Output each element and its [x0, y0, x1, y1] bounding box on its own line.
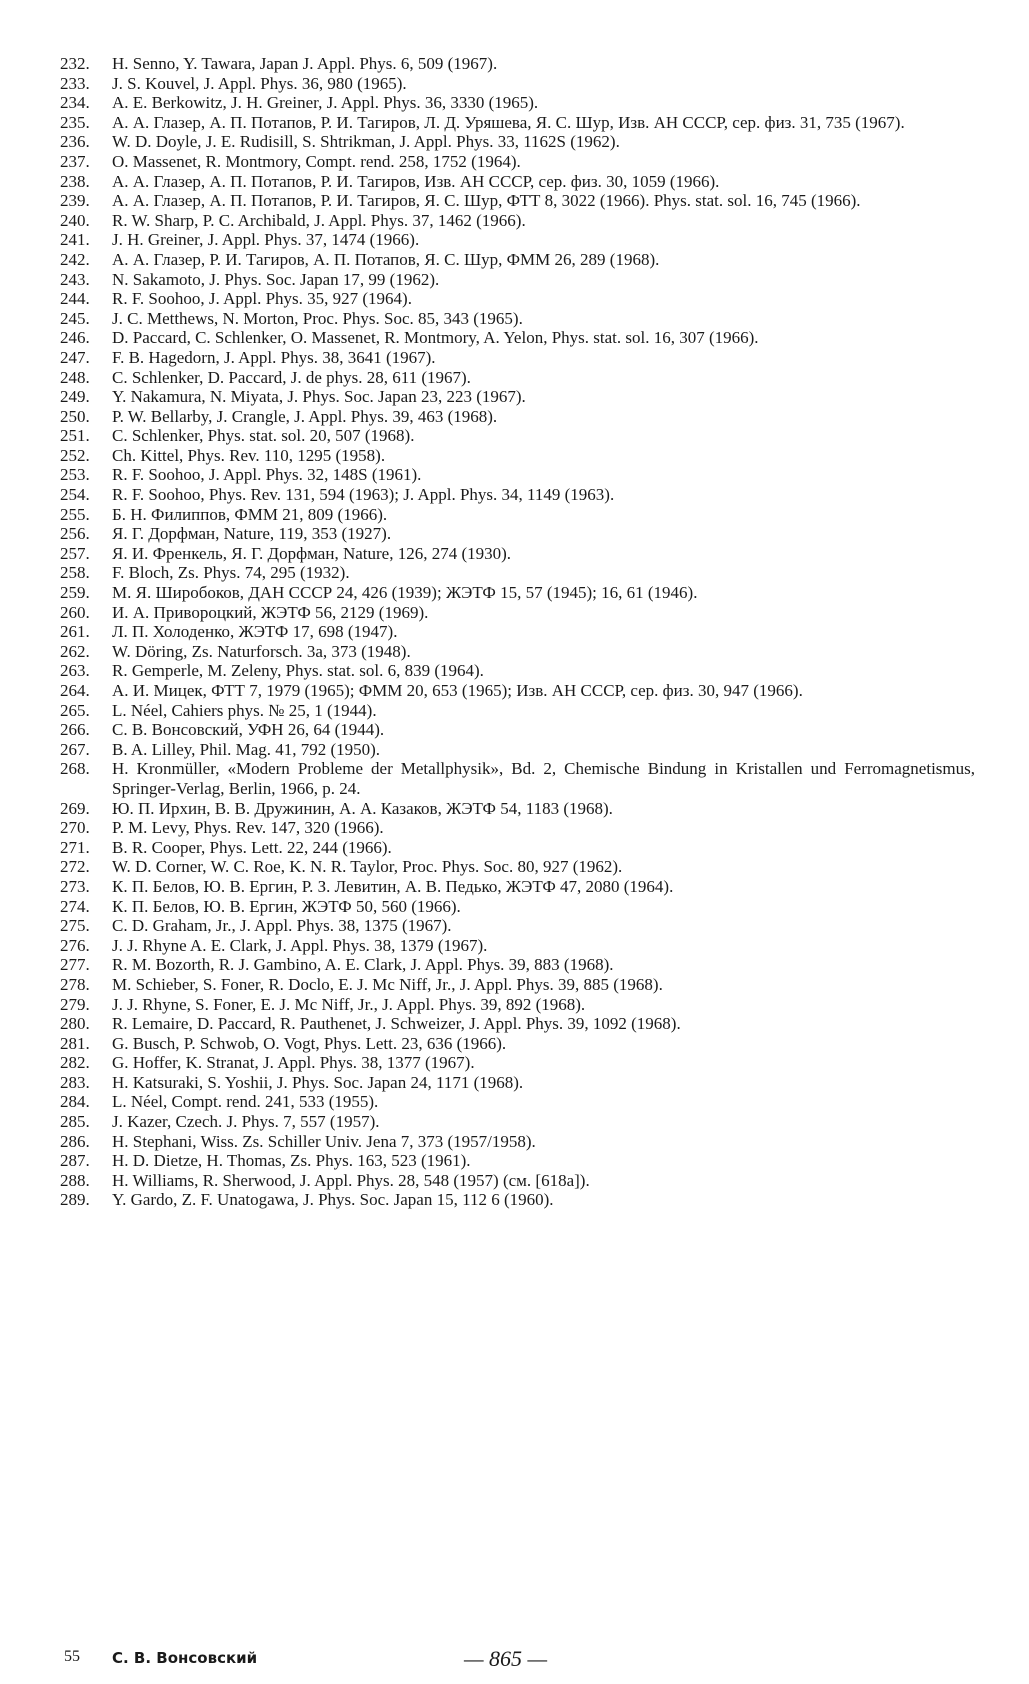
reference-list	[60, 54, 975, 1210]
reference-item	[60, 93, 975, 113]
reference-number: 239.	[60, 191, 90, 211]
reference-text: H. Stephani, Wiss. Zs. Schiller Univ. Jena 7, 373 (1957/1958).	[112, 1131, 536, 1151]
reference-item	[60, 916, 975, 936]
reference-text: H. Katsuraki, S. Yoshii, J. Phys. Soc. Japan 24, 1171 (1968).	[112, 1072, 524, 1092]
reference-text: J. Kazer, Czech. J. Phys. 7, 557 (1957).	[112, 1112, 380, 1132]
reference-item	[60, 642, 975, 662]
reference-item	[60, 368, 975, 388]
reference-item	[60, 818, 975, 838]
reference-number: 276.	[60, 935, 90, 955]
reference-number: 261.	[60, 622, 90, 642]
reference-number: 285.	[60, 1112, 90, 1132]
reference-text: Y. Nakamura, N. Miyata, J. Phys. Soc. Japan 23, 223 (1967).	[112, 387, 526, 407]
reference-item	[60, 799, 975, 819]
reference-item	[60, 544, 975, 564]
reference-number: 233.	[60, 73, 90, 93]
reference-item	[60, 250, 975, 270]
reference-number: 273.	[60, 876, 90, 896]
reference-number: 288.	[60, 1170, 90, 1190]
page-footer	[64, 1646, 979, 1670]
reference-text: P. W. Bellarby, J. Crangle, J. Appl. Phys. 39, 463 (1968).	[112, 406, 498, 426]
reference-text: J. C. Metthews, N. Morton, Proc. Phys. Soc. 85, 343 (1965).	[112, 308, 523, 328]
reference-item	[60, 563, 975, 583]
reference-item	[60, 661, 975, 681]
reference-text: Ch. Kittel, Phys. Rev. 110, 1295 (1958).	[112, 445, 386, 465]
reference-text: N. Sakamoto, J. Phys. Soc. Japan 17, 99 (1962).	[112, 269, 440, 289]
reference-item	[60, 877, 975, 897]
reference-item	[60, 583, 975, 603]
reference-number: 266.	[60, 720, 90, 740]
reference-text: К. П. Белов, Ю. В. Ергин, Р. З. Левитин, А. В. Педько, ЖЭТФ 47, 2080 (1964).	[112, 876, 674, 896]
reference-number: 289.	[60, 1190, 90, 1210]
reference-item	[60, 1034, 975, 1054]
reference-item	[60, 328, 975, 348]
reference-number: 247.	[60, 347, 90, 367]
reference-text: Я. Г. Дорфман, Nature, 119, 353 (1927).	[112, 524, 392, 544]
reference-number: 265.	[60, 700, 90, 720]
reference-item	[60, 1014, 975, 1034]
reference-text: R. Lemaire, D. Paccard, R. Pauthenet, J. Schweizer, J. Appl. Phys. 39, 1092 (1968).	[112, 1014, 681, 1034]
reference-item	[60, 975, 975, 995]
reference-item	[60, 74, 975, 94]
reference-number: 255.	[60, 504, 90, 524]
reference-item	[60, 54, 975, 74]
reference-text: A. E. Berkowitz, J. H. Greiner, J. Appl. Phys. 36, 3330 (1965).	[112, 93, 539, 113]
reference-item	[60, 701, 975, 721]
reference-number: 259.	[60, 583, 90, 603]
reference-text: R. Gemperle, M. Zeleny, Phys. stat. sol. 6, 839 (1964).	[112, 661, 484, 681]
reference-item	[60, 603, 975, 623]
reference-item	[60, 838, 975, 858]
reference-number: 241.	[60, 230, 90, 250]
reference-number: 263.	[60, 661, 90, 681]
reference-text: R. F. Soohoo, J. Appl. Phys. 35, 927 (1964).	[112, 289, 412, 309]
reference-number: 272.	[60, 857, 90, 877]
reference-number: 238.	[60, 171, 90, 191]
reference-text: А. А. Глазер, А. П. Потапов, Р. И. Тагиров, Изв. АН СССР, сер. физ. 30, 1059 (1966).	[112, 171, 720, 191]
reference-text: O. Massenet, R. Montmory, Compt. rend. 258, 1752 (1964).	[112, 151, 521, 171]
reference-text: К. П. Белов, Ю. В. Ергин, ЖЭТФ 50, 560 (1966).	[112, 896, 461, 916]
reference-text: Y. Gardo, Z. F. Unatogawa, J. Phys. Soc. Japan 15, 112 6 (1960).	[112, 1190, 554, 1210]
reference-text: R. M. Bozorth, R. J. Gambino, A. E. Clark, J. Appl. Phys. 39, 883 (1968).	[112, 955, 614, 975]
reference-item	[60, 152, 975, 172]
reference-item	[60, 995, 975, 1015]
reference-item	[60, 524, 975, 544]
reference-item	[60, 1112, 975, 1132]
reference-number: 243.	[60, 269, 90, 289]
reference-item	[60, 857, 975, 877]
reference-number: 257.	[60, 543, 90, 563]
reference-item	[60, 1073, 975, 1093]
reference-number: 232.	[60, 54, 90, 73]
reference-text: H. D. Dietze, H. Thomas, Zs. Phys. 163, 523 (1961).	[112, 1151, 471, 1171]
reference-item	[60, 759, 975, 798]
reference-number: 269.	[60, 798, 90, 818]
reference-item	[60, 1092, 975, 1112]
reference-text: C. Schlenker, D. Paccard, J. de phys. 28, 611 (1967).	[112, 367, 471, 387]
reference-number: 246.	[60, 328, 90, 348]
reference-text: F. B. Hagedorn, J. Appl. Phys. 38, 3641 (1967).	[112, 347, 436, 367]
reference-item	[60, 485, 975, 505]
reference-number: 236.	[60, 132, 90, 152]
reference-text: R. F. Soohoo, J. Appl. Phys. 32, 148S (1961).	[112, 465, 422, 485]
reference-text: L. Néel, Cahiers phys. № 25, 1 (1944).	[112, 700, 377, 720]
reference-item	[60, 740, 975, 760]
reference-text: M. Schieber, S. Foner, R. Doclo, E. J. Mc Niff, Jr., J. Appl. Phys. 39, 885 (1968).	[112, 974, 663, 994]
reference-text: Ю. П. Ирхин, В. В. Дружинин, А. А. Казаков, ЖЭТФ 54, 1183 (1968).	[112, 798, 613, 818]
reference-item	[60, 1053, 975, 1073]
reference-text: С. В. Вонсовский, УФН 26, 64 (1944).	[112, 720, 385, 740]
page-number: — 865 —	[464, 1646, 548, 1671]
reference-number: 258.	[60, 563, 90, 583]
reference-item	[60, 955, 975, 975]
reference-number: 248.	[60, 367, 90, 387]
reference-text: Б. Н. Филиппов, ФММ 21, 809 (1966).	[112, 504, 388, 524]
reference-number: 287.	[60, 1151, 90, 1171]
reference-text: H. Kronmüller, «Modern Probleme der Metallphysik», Bd. 2, Chemische Bindung in Kristallen und Ferromagnetismus, Springer-Verlag, Berlin, 1966, p. 24.	[112, 759, 975, 798]
reference-text: J. J. Rhyne A. E. Clark, J. Appl. Phys. 38, 1379 (1967).	[112, 935, 488, 955]
reference-number: 264.	[60, 681, 90, 700]
reference-number: 249.	[60, 387, 90, 407]
reference-item	[60, 211, 975, 231]
reference-number: 251.	[60, 426, 90, 446]
reference-item	[60, 1132, 975, 1152]
reference-item	[60, 270, 975, 290]
reference-item	[60, 1171, 975, 1191]
signature-name: С. В. Вонсовский	[112, 1649, 258, 1667]
reference-number: 242.	[60, 249, 90, 269]
reference-number: 267.	[60, 739, 90, 759]
reference-item	[60, 936, 975, 956]
reference-item	[60, 172, 975, 192]
reference-text: H. Williams, R. Sherwood, J. Appl. Phys. 28, 548 (1957) (см. [618a]).	[112, 1170, 590, 1190]
reference-item	[60, 622, 975, 642]
reference-text: F. Bloch, Zs. Phys. 74, 295 (1932).	[112, 563, 350, 583]
reference-text: Л. П. Холоденко, ЖЭТФ 17, 698 (1947).	[112, 622, 398, 642]
reference-text: C. D. Graham, Jr., J. Appl. Phys. 38, 1375 (1967).	[112, 916, 452, 936]
reference-text: А. А. Глазер, А. П. Потапов, Р. И. Тагиров, Л. Д. Уряшева, Я. С. Шур, Изв. АН СССР, сер. физ. 31, 735 (1967).	[112, 112, 905, 132]
reference-number: 245.	[60, 308, 90, 328]
reference-text: L. Néel, Compt. rend. 241, 533 (1955).	[112, 1092, 379, 1112]
reference-text: R. F. Soohoo, Phys. Rev. 131, 594 (1963); J. Appl. Phys. 34, 1149 (1963).	[112, 485, 615, 505]
reference-number: 283.	[60, 1072, 90, 1092]
reference-text: А. А. Глазер, А. П. Потапов, Р. И. Тагиров, Я. С. Шур, ФТТ 8, 3022 (1966). Phys. stat. sol. 16, 745 (1966).	[112, 191, 861, 211]
reference-item	[60, 309, 975, 329]
reference-text: М. Я. Широбоков, ДАН СССР 24, 426 (1939); ЖЭТФ 15, 57 (1945); 16, 61 (1946).	[112, 583, 698, 603]
reference-item	[60, 1190, 975, 1210]
reference-number: 253.	[60, 465, 90, 485]
reference-number: 277.	[60, 955, 90, 975]
reference-number: 260.	[60, 602, 90, 622]
reference-item	[60, 113, 975, 133]
reference-number: 286.	[60, 1131, 90, 1151]
reference-number: 237.	[60, 151, 90, 171]
reference-item	[60, 465, 975, 485]
reference-number: 268.	[60, 759, 90, 779]
reference-item	[60, 446, 975, 466]
reference-item	[60, 387, 975, 407]
reference-text: И. А. Привороцкий, ЖЭТФ 56, 2129 (1969).	[112, 602, 429, 622]
reference-text: B. A. Lilley, Phil. Mag. 41, 792 (1950).	[112, 739, 381, 759]
reference-item	[60, 132, 975, 152]
reference-number: 234.	[60, 93, 90, 113]
reference-item	[60, 897, 975, 917]
reference-text: А. И. Мицек, ФТТ 7, 1979 (1965); ФММ 20, 653 (1965); Изв. АН СССР, сер. физ. 30, 947 (1966).	[112, 681, 803, 700]
reference-item	[60, 1151, 975, 1171]
reference-item	[60, 407, 975, 427]
reference-number: 279.	[60, 994, 90, 1014]
reference-item	[60, 681, 975, 701]
reference-text: D. Paccard, C. Schlenker, O. Massenet, R. Montmory, A. Yelon, Phys. stat. sol. 16, 307 (1966).	[112, 328, 759, 348]
reference-item	[60, 289, 975, 309]
reference-number: 254.	[60, 485, 90, 505]
reference-text: B. R. Cooper, Phys. Lett. 22, 244 (1966).	[112, 837, 392, 857]
reference-item	[60, 505, 975, 525]
reference-text: J. J. Rhyne, S. Foner, E. J. Mc Niff, Jr., J. Appl. Phys. 39, 892 (1968).	[112, 994, 586, 1014]
reference-text: G. Hoffer, K. Stranat, J. Appl. Phys. 38, 1377 (1967).	[112, 1053, 475, 1073]
reference-item	[60, 191, 975, 211]
reference-number: 275.	[60, 916, 90, 936]
reference-text: C. Schlenker, Phys. stat. sol. 20, 507 (1968).	[112, 426, 415, 446]
reference-text: J. S. Kouvel, J. Appl. Phys. 36, 980 (1965).	[112, 73, 407, 93]
reference-text: W. D. Doyle, J. E. Rudisill, S. Shtrikman, J. Appl. Phys. 33, 1162S (1962).	[112, 132, 620, 152]
reference-number: 280.	[60, 1014, 90, 1034]
reference-item	[60, 720, 975, 740]
reference-text: H. Senno, Y. Tawara, Japan J. Appl. Phys. 6, 509 (1967).	[112, 54, 498, 73]
reference-number: 250.	[60, 406, 90, 426]
reference-number: 262.	[60, 641, 90, 661]
reference-text: А. А. Глазер, Р. И. Тагиров, А. П. Потапов, Я. С. Шур, ФММ 26, 289 (1968).	[112, 249, 660, 269]
reference-number: 252.	[60, 445, 90, 465]
reference-number: 282.	[60, 1053, 90, 1073]
reference-number: 270.	[60, 818, 90, 838]
reference-number: 235.	[60, 112, 90, 132]
reference-number: 256.	[60, 524, 90, 544]
reference-number: 240.	[60, 210, 90, 230]
reference-number: 271.	[60, 837, 90, 857]
reference-item	[60, 230, 975, 250]
reference-text: R. W. Sharp, P. C. Archibald, J. Appl. Phys. 37, 1462 (1966).	[112, 210, 526, 230]
reference-number: 281.	[60, 1033, 90, 1053]
reference-text: W. Döring, Zs. Naturforsch. 3a, 373 (1948).	[112, 641, 411, 661]
reference-text: W. D. Corner, W. C. Roe, K. N. R. Taylor, Proc. Phys. Soc. 80, 927 (1962).	[112, 857, 623, 877]
reference-item	[60, 426, 975, 446]
reference-item	[60, 348, 975, 368]
reference-number: 284.	[60, 1092, 90, 1112]
reference-number: 274.	[60, 896, 90, 916]
reference-text: J. H. Greiner, J. Appl. Phys. 37, 1474 (1966).	[112, 230, 420, 250]
reference-text: G. Busch, P. Schwob, O. Vogt, Phys. Lett. 23, 636 (1966).	[112, 1033, 507, 1053]
reference-number: 244.	[60, 289, 90, 309]
reference-number: 278.	[60, 974, 90, 994]
signature-number: 55	[64, 1648, 80, 1665]
reference-text: Я. И. Френкель, Я. Г. Дорфман, Nature, 126, 274 (1930).	[112, 543, 512, 563]
reference-text: P. M. Levy, Phys. Rev. 147, 320 (1966).	[112, 818, 384, 838]
